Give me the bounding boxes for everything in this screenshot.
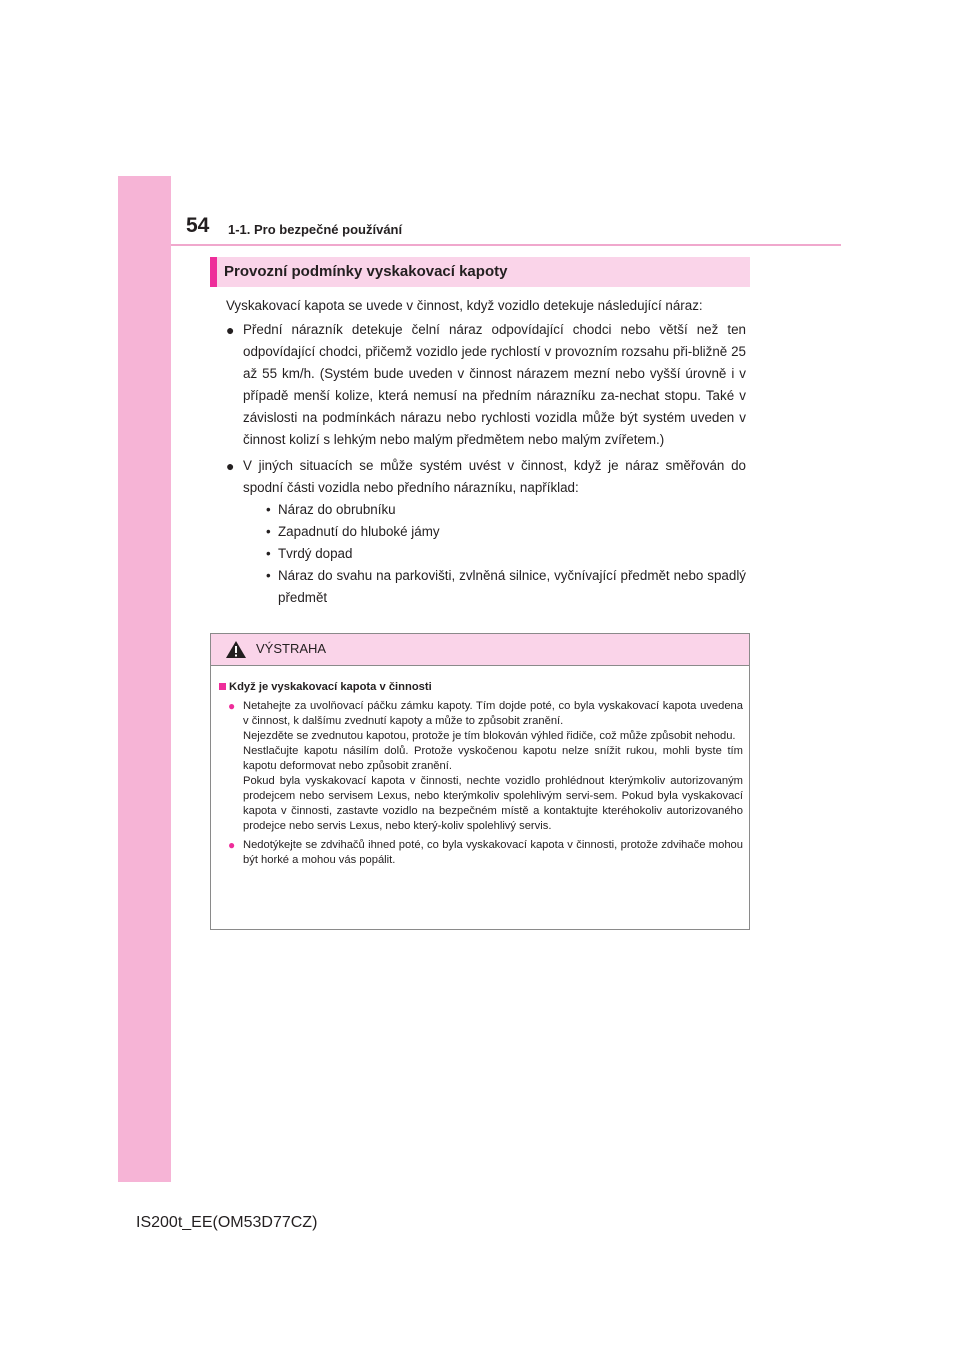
sub-list-item xyxy=(243,499,746,521)
sub-list-text: Zapadnutí do hluboké jámy xyxy=(278,524,440,539)
warning-paragraph: Nejezděte se zvednutou kapotou, protože je tím blokován výhled řidiče, což může způsobit nehodu. xyxy=(243,730,736,742)
header-rule xyxy=(171,244,841,246)
sub-bullet-icon: • xyxy=(266,524,271,539)
sub-bullet-icon: • xyxy=(266,568,271,583)
sub-list-text: Náraz do obrubníku xyxy=(278,502,396,517)
warning-paragraph: Pokud byla vyskakovací kapota v činnosti, nechte vozidlo prohlédnout kterýmkoliv autorizovaným prodejcem nebo servisem Lexus, nebo kterýmkoliv spolehlivým servi-sem. Pokud byla vyskakovací kapota v činnosti, zastavte vozidlo na bezpečném místě a kontaktujte kteréhokoliv autorizovaného prodejce nebo servis Lexus, nebo který-koliv spolehlivý servis. xyxy=(243,775,743,832)
bullet-text: Přední nárazník detekuje čelní náraz odpovídající chodci nebo větší než ten odpovídající chodci, přičemž vozidlo jede rychlostí v provozním rozsahu při-bližně 25 až 55 km/h. (Systém bude uveden v činnost nárazem mezní nebo vyšší úrovně i v případě menší kolize, která nemusí na předním nárazníku za-nechat stopu. Také v závislosti na podmínkách nárazu nebo rychlosti vozidla může být systém uveden v činnost kolizí s lehkým nebo malým předmětem nebo malým zvířetem.) xyxy=(243,322,746,447)
sub-bullet-icon: • xyxy=(266,546,271,561)
section-title: 1-1. Pro bezpečné používání xyxy=(228,222,403,237)
sub-bullet-icon: • xyxy=(266,502,271,517)
bullet-dot-icon: ● xyxy=(226,458,235,474)
warning-subheading-text: Když je vyskakovací kapota v činnosti xyxy=(229,681,432,693)
square-bullet-icon xyxy=(219,683,226,690)
bullet-dot-icon: ● xyxy=(226,322,235,338)
subsection-heading xyxy=(210,257,750,287)
bullet-item xyxy=(226,319,746,451)
warning-header xyxy=(211,634,749,666)
warning-paragraph: Nedotýkejte se zdvihačů ihned poté, co byla vyskakovací kapota v činnosti, protože zdvihače mohou být horké a mohou vás popálit. xyxy=(243,839,743,866)
warning-paragraph: Nestlačujte kapotu násilím dolů. Protože vyskočenou kapotu nelze snížit rukou, mohli byste tím kapotu deformovat nebo způsobit zranění. xyxy=(243,745,743,772)
warning-subheading xyxy=(219,680,743,695)
warning-triangle-icon xyxy=(225,640,247,664)
warning-item xyxy=(219,699,743,834)
warning-paragraph: Netahejte za uvolňovací páčku zámku kapoty. Tím dojde poté, co byla vyskakovací kapota uvedena v činnost, k dalšímu zvednutí kapoty a může to způsobit zranění. xyxy=(243,700,743,727)
intro-paragraph: Vyskakovací kapota se uvede v činnost, když vozidlo detekuje následující náraz: xyxy=(226,298,703,313)
warning-item xyxy=(219,838,743,868)
bullet-item xyxy=(226,455,746,609)
bullet-dot-icon: ● xyxy=(228,699,236,713)
warning-title: VÝSTRAHA xyxy=(256,641,327,656)
document-code-footer: IS200t_EE(OM53D77CZ) xyxy=(136,1214,318,1231)
chapter-sidebar-tab xyxy=(118,176,171,1182)
subsection-heading-text: Provozní podmínky vyskakovací kapoty xyxy=(224,263,508,280)
bullet-dot-icon: ● xyxy=(228,838,236,852)
warning-box xyxy=(210,633,750,930)
bullet-text: V jiných situacích se může systém uvést v činnost, když je náraz směřován do spodní části vozidla nebo předního nárazníku, například: xyxy=(243,458,746,495)
page-number: 54 xyxy=(186,214,210,237)
body-text xyxy=(226,295,746,613)
sub-list-item xyxy=(243,543,746,565)
warning-body xyxy=(211,666,749,868)
sub-list-text: Náraz do svahu na parkovišti, zvlněná silnice, vyčnívající předmět nebo spadlý předmět xyxy=(278,568,746,605)
sub-list-item xyxy=(243,565,746,609)
sub-list-item xyxy=(243,521,746,543)
sub-list-text: Tvrdý dopad xyxy=(278,546,353,561)
